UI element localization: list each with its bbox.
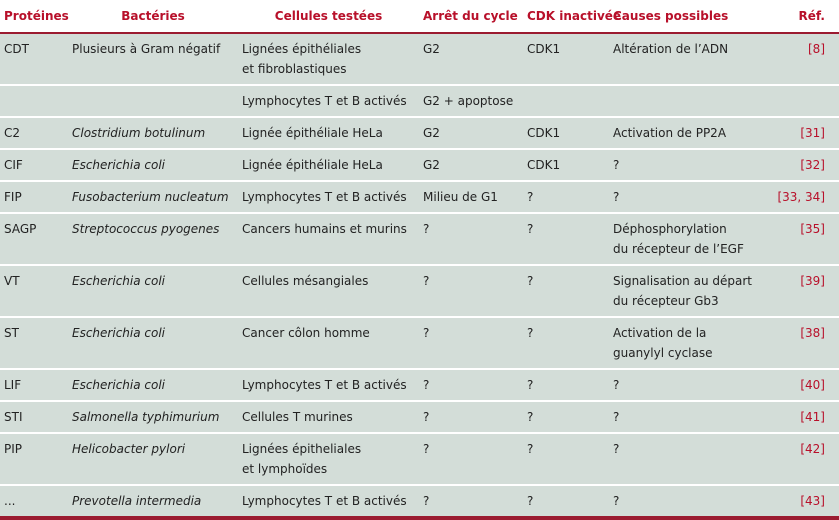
cell-cellules: [238, 369, 419, 401]
cell-arret-line-1: Milieu de G1: [423, 190, 498, 204]
cell-cellules-line-1: Cancers humains et murins: [242, 222, 407, 236]
header-row: [0, 2, 839, 33]
cell-proteine-line-1: LIF: [4, 378, 22, 392]
cell-cellules: [238, 149, 419, 181]
cell-cellules-line-1: Lymphocytes T et B activés: [242, 94, 407, 108]
cell-arret-line-1: ?: [423, 326, 430, 340]
table-row: [0, 433, 839, 485]
cell-arret: [419, 33, 523, 85]
cell-causes: [609, 149, 768, 181]
cell-proteine-line-1: C2: [4, 126, 21, 140]
header-causes: Causes possibles: [609, 2, 768, 33]
header-ref: Réf.: [768, 2, 839, 33]
cell-cdk: [523, 181, 609, 213]
cell-causes-line-1: Activation de PP2A: [613, 126, 727, 140]
cell-cellules: [238, 117, 419, 149]
cell-bacterie-line-1: Escherichia coli: [72, 326, 165, 340]
cell-cellules: [238, 265, 419, 317]
cell-cdk: [523, 265, 609, 317]
cell-causes: [609, 433, 768, 485]
cell-causes-line-1: Altération de l’ADN: [613, 42, 729, 56]
cell-arret-line-1: ?: [423, 274, 430, 288]
cell-bacterie: [68, 33, 238, 85]
cell-cdk-line-1: CDK1: [527, 126, 561, 140]
cell-proteine-line-1: ...: [4, 494, 16, 508]
cell-causes: [609, 485, 768, 518]
cell-bacterie: [68, 149, 238, 181]
table-row: [0, 149, 839, 181]
cell-cellules: [238, 213, 419, 265]
cell-ref-line-1: [8]: [808, 42, 825, 56]
cell-ref: [768, 213, 839, 265]
cell-cdk: [523, 433, 609, 485]
cell-cdk-line-1: CDK1: [527, 42, 561, 56]
cell-bacterie: [68, 369, 238, 401]
cell-causes: [609, 369, 768, 401]
cell-proteine-line-1: VT: [4, 274, 20, 288]
cell-ref: [768, 317, 839, 369]
cell-proteine-line-1: STI: [4, 410, 23, 424]
cell-bacterie: [68, 213, 238, 265]
cell-cellules-line-1: Cellules T murines: [242, 410, 353, 424]
cell-cdk-line-1: ?: [527, 222, 534, 236]
table-row: [0, 213, 839, 265]
cell-ref: [768, 401, 839, 433]
cell-cdk-line-1: ?: [527, 494, 534, 508]
table-body: [0, 33, 839, 518]
cell-arret: [419, 433, 523, 485]
cell-arret: [419, 485, 523, 518]
cell-cellules: [238, 181, 419, 213]
cell-proteine: [0, 485, 68, 518]
cell-bacterie-line-1: Helicobacter pylori: [72, 442, 186, 456]
cell-arret-line-1: ?: [423, 494, 430, 508]
cell-ref: [768, 117, 839, 149]
cell-arret-line-1: ?: [423, 442, 430, 456]
bacterial-proteins-table: [0, 2, 839, 520]
cell-ref-line-1: [43]: [800, 494, 825, 508]
table-row: [0, 485, 839, 518]
cell-ref-line-1: [40]: [800, 378, 825, 392]
cell-proteine: [0, 33, 68, 85]
cell-arret: [419, 401, 523, 433]
cell-cellules-line-1: Cancer côlon homme: [242, 326, 370, 340]
cell-cellules-line-1: Lignée épithéliale HeLa: [242, 158, 383, 172]
table-row: [0, 369, 839, 401]
cell-proteine: [0, 401, 68, 433]
header-cdk: CDK inactivée: [523, 2, 609, 33]
cell-cellules-line-2: et fibroblastiques: [242, 62, 347, 76]
cell-bacterie: [68, 401, 238, 433]
cell-proteine: [0, 265, 68, 317]
cell-cdk-line-1: ?: [527, 410, 534, 424]
cell-proteine: [0, 181, 68, 213]
cell-causes-line-1: ?: [613, 190, 620, 204]
cell-arret-line-1: G2: [423, 42, 440, 56]
cell-arret-line-1: G2 + apoptose: [423, 94, 514, 108]
cell-arret: [419, 149, 523, 181]
cell-proteine: [0, 317, 68, 369]
cell-ref-line-1: [31]: [800, 126, 825, 140]
table-row: [0, 117, 839, 149]
cell-bacterie-line-1: Escherichia coli: [72, 274, 165, 288]
cell-arret: [419, 85, 523, 117]
cell-causes: [609, 33, 768, 85]
cell-cdk: [523, 33, 609, 85]
cell-bacterie: [68, 117, 238, 149]
cell-ref-line-1: [35]: [800, 222, 825, 236]
cell-cellules-line-2: et lymphoïdes: [242, 462, 328, 476]
cell-cellules-line-1: Lignées épitheliales: [242, 442, 362, 456]
cell-ref: [768, 433, 839, 485]
cell-ref-line-1: [33, 34]: [777, 190, 825, 204]
cell-causes-line-1: ?: [613, 378, 620, 392]
cell-cdk-line-1: ?: [527, 190, 534, 204]
cell-proteine: [0, 85, 68, 117]
cell-arret-line-1: ?: [423, 410, 430, 424]
cell-causes: [609, 117, 768, 149]
table-row: [0, 317, 839, 369]
cell-proteine-line-1: ST: [4, 326, 19, 340]
table-row: [0, 401, 839, 433]
cell-cdk-line-1: ?: [527, 442, 534, 456]
header-bacteries: Bactéries: [68, 2, 238, 33]
cell-bacterie: [68, 181, 238, 213]
cell-ref: [768, 265, 839, 317]
cell-ref-line-1: [39]: [800, 274, 825, 288]
cell-cdk-line-1: ?: [527, 274, 534, 288]
cell-proteine-line-1: PIP: [4, 442, 23, 456]
cell-cdk-line-1: ?: [527, 326, 534, 340]
cell-causes-line-2: guanylyl cyclase: [613, 346, 713, 360]
cell-cellules: [238, 85, 419, 117]
cell-arret: [419, 117, 523, 149]
cell-bacterie-line-1: Clostridium botulinum: [72, 126, 206, 140]
cell-cellules: [238, 485, 419, 518]
cell-proteine-line-1: CDT: [4, 42, 29, 56]
cell-causes: [609, 213, 768, 265]
cell-ref: [768, 149, 839, 181]
cell-cellules-line-1: Lymphocytes T et B activés: [242, 378, 407, 392]
cell-cellules: [238, 433, 419, 485]
cell-arret-line-1: ?: [423, 378, 430, 392]
cell-bacterie-line-1: Escherichia coli: [72, 378, 165, 392]
cell-arret: [419, 317, 523, 369]
cell-ref: [768, 85, 839, 117]
cell-causes-line-1: ?: [613, 494, 620, 508]
table-row: [0, 33, 839, 85]
cell-causes-line-2: du récepteur Gb3: [613, 294, 719, 308]
cell-causes-line-1: ?: [613, 410, 620, 424]
cell-causes: [609, 265, 768, 317]
cell-causes-line-1: Activation de la: [613, 326, 707, 340]
cell-cdk: [523, 117, 609, 149]
cell-causes-line-2: du récepteur de l’EGF: [613, 242, 744, 256]
cell-proteine-line-1: CIF: [4, 158, 23, 172]
cell-causes: [609, 401, 768, 433]
cell-bacterie-line-1: Fusobacterium nucleatum: [72, 190, 229, 204]
cell-bacterie: [68, 485, 238, 518]
cell-arret-line-1: ?: [423, 222, 430, 236]
cell-proteine: [0, 149, 68, 181]
cell-cellules-line-1: Lymphocytes T et B activés: [242, 190, 407, 204]
cell-cdk: [523, 85, 609, 117]
table-header: [0, 2, 839, 33]
cell-ref: [768, 33, 839, 85]
cell-proteine: [0, 213, 68, 265]
cell-proteine-line-1: SAGP: [4, 222, 37, 236]
cell-proteine: [0, 117, 68, 149]
cell-bacterie-line-1: Streptococcus pyogenes: [72, 222, 220, 236]
cell-causes-line-1: Déphosphorylation: [613, 222, 727, 236]
cell-cdk: [523, 369, 609, 401]
cell-bacterie: [68, 265, 238, 317]
cell-cdk: [523, 317, 609, 369]
cell-causes: [609, 317, 768, 369]
cell-arret: [419, 369, 523, 401]
cell-causes-line-1: Signalisation au départ: [613, 274, 752, 288]
cell-arret: [419, 213, 523, 265]
cell-proteine: [0, 433, 68, 485]
cell-bacterie: [68, 433, 238, 485]
cell-causes-line-1: ?: [613, 158, 620, 172]
cell-cellules: [238, 33, 419, 85]
cell-ref: [768, 485, 839, 518]
cell-cellules-line-1: Cellules mésangiales: [242, 274, 369, 288]
cell-causes: [609, 85, 768, 117]
table-row: [0, 85, 839, 117]
cell-ref-line-1: [42]: [800, 442, 825, 456]
cell-ref-line-1: [38]: [800, 326, 825, 340]
cell-cdk: [523, 213, 609, 265]
header-arret: Arrêt du cycle: [419, 2, 523, 33]
cell-arret: [419, 265, 523, 317]
cell-cdk: [523, 401, 609, 433]
cell-arret-line-1: G2: [423, 126, 440, 140]
cell-cellules: [238, 401, 419, 433]
cell-cellules-line-1: Lignée épithéliale HeLa: [242, 126, 383, 140]
cell-cellules-line-1: Lignées épithéliales: [242, 42, 362, 56]
header-cellules: Cellules testées: [238, 2, 419, 33]
cell-ref: [768, 369, 839, 401]
cell-proteine: [0, 369, 68, 401]
cell-cdk: [523, 149, 609, 181]
cell-ref-line-1: [32]: [800, 158, 825, 172]
cell-bacterie: [68, 85, 238, 117]
header-proteines: Protéines: [0, 2, 68, 33]
cell-ref: [768, 181, 839, 213]
cell-bacterie: [68, 317, 238, 369]
cell-arret-line-1: G2: [423, 158, 440, 172]
cell-bacterie-line-1: Escherichia coli: [72, 158, 165, 172]
cell-causes: [609, 181, 768, 213]
cell-proteine-line-1: FIP: [4, 190, 22, 204]
cell-bacterie-line-1: Salmonella typhimurium: [72, 410, 220, 424]
cell-cellules-line-1: Lymphocytes T et B activés: [242, 494, 407, 508]
cell-causes-line-1: ?: [613, 442, 620, 456]
cell-ref-line-1: [41]: [800, 410, 825, 424]
cell-bacterie-line-1: Prevotella intermedia: [72, 494, 202, 508]
table-row: [0, 265, 839, 317]
table-row: [0, 181, 839, 213]
cell-cdk: [523, 485, 609, 518]
cell-cdk-line-1: ?: [527, 378, 534, 392]
cell-cellules: [238, 317, 419, 369]
cell-arret: [419, 181, 523, 213]
cell-cdk-line-1: CDK1: [527, 158, 561, 172]
cell-bacterie-line-1: Plusieurs à Gram négatif: [72, 42, 221, 56]
